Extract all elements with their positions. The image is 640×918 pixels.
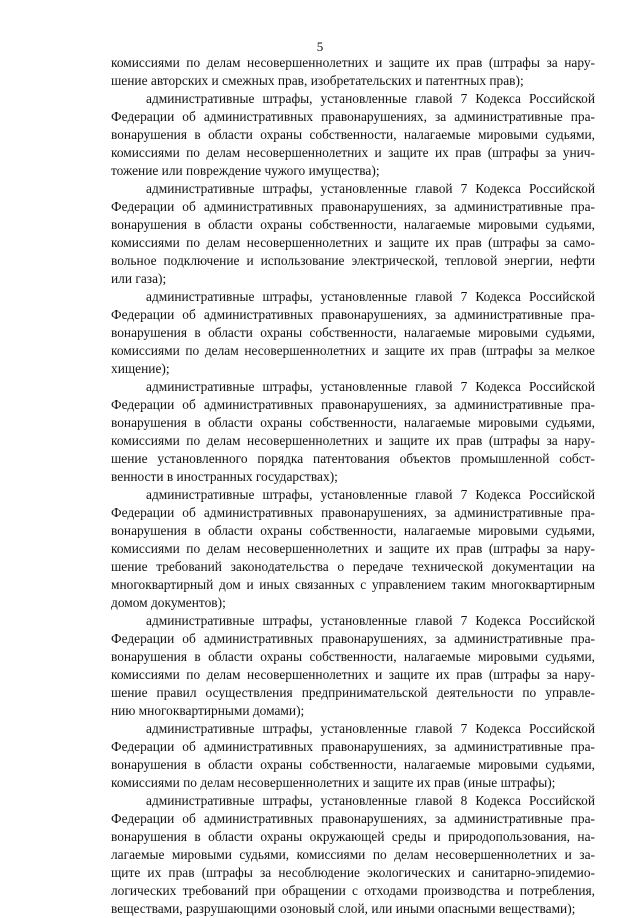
text-line: вонарушения в области охраны собственности, налагаемые мировыми судьями, (111, 325, 595, 340)
text-line: веществами, разрушающими озоновый слой, или иными опасными веществами); (111, 901, 576, 916)
text-line: Федерации об административных правонарушениях, за административные пра- (111, 811, 595, 826)
text-line: административные штрафы, установленные главой 7 Кодекса Российской (146, 379, 595, 394)
paragraph (111, 720, 595, 792)
text-line: Федерации об административных правонарушениях, за административные пра- (111, 307, 595, 322)
text-line: вонарушения в области охраны собственности, налагаемые мировыми судьями, (111, 217, 595, 232)
text-line: хищение); (111, 361, 170, 376)
text-line: вонарушения в области охраны собственности, налагаемые мировыми судьями, (111, 127, 595, 142)
paragraph (111, 288, 595, 378)
text-line: комиссиями по делам несовершеннолетних и защите их прав (штрафы за унич- (111, 145, 595, 160)
text-line: административные штрафы, установленные главой 7 Кодекса Российской (146, 487, 595, 502)
text-line: Федерации об административных правонарушениях, за административные пра- (111, 397, 595, 412)
text-line: административные штрафы, установленные главой 7 Кодекса Российской (146, 289, 595, 304)
text-line: домом документов); (111, 595, 226, 610)
text-line: вонарушения в области охраны окружающей среды и природопользования, на- (111, 829, 595, 844)
text-line: нию многоквартирными домами); (111, 703, 305, 718)
text-line: многоквартирный дом и иных связанных с управлением таким многоквартирным (111, 577, 595, 592)
text-line: щите их прав (штрафы за несоблюдение экологических и санитарно-эпидемио- (111, 865, 595, 880)
page-number: 5 (316, 39, 324, 54)
text-line: логических требований при обращении с отходами производства и потребления, (111, 883, 595, 898)
text-line: тожение или повреждение чужого имущества); (111, 163, 380, 178)
text-line: вонарушения в области охраны собственности, налагаемые мировыми судьями, (111, 415, 595, 430)
text-line: венности в иностранных государствах); (111, 469, 338, 484)
text-line: административные штрафы, установленные главой 8 Кодекса Российской (146, 793, 595, 808)
text-line: комиссиями по делам несовершеннолетних и защите их прав (штрафы за нару- (111, 433, 595, 448)
text-line: административные штрафы, установленные главой 7 Кодекса Российской (146, 721, 595, 736)
text-line: лагаемые мировыми судьями, комиссиями по делам несовершеннолетних и за- (111, 847, 595, 862)
document-body (111, 54, 595, 918)
text-line: комиссиями по делам несовершеннолетних и защите их прав (штрафы за мелкое (111, 343, 595, 358)
text-line: вонарушения в области охраны собственности, налагаемые мировыми судьями, (111, 649, 595, 664)
text-line: административные штрафы, установленные главой 7 Кодекса Российской (146, 613, 595, 628)
text-line: шение требований законодательства о передаче технической документации на (111, 559, 595, 574)
text-line: Федерации об административных правонарушениях, за административные пра- (111, 109, 595, 124)
paragraph (111, 54, 595, 90)
text-line: комиссиями по делам несовершеннолетних и защите их прав (штрафы за нару- (111, 541, 595, 556)
text-line: Федерации об административных правонарушениях, за административные пра- (111, 739, 595, 754)
text-line: шение установленного порядка патентования объектов промышленной собст- (111, 451, 595, 466)
text-line: вольное подключение и использование электрической, тепловой энергии, нефти (111, 253, 595, 268)
text-line: Федерации об административных правонарушениях, за административные пра- (111, 631, 595, 646)
text-line: шение авторских и смежных прав, изобретательских и патентных прав); (111, 73, 524, 88)
text-line: шение правил осуществления предпринимательской деятельности по управле- (111, 685, 595, 700)
paragraph (111, 486, 595, 612)
text-line: комиссиями по делам несовершеннолетних и защите их прав (штрафы за нару- (111, 55, 595, 70)
text-line: административные штрафы, установленные главой 7 Кодекса Российской (146, 181, 595, 196)
paragraph (111, 378, 595, 486)
text-line: вонарушения в области охраны собственности, налагаемые мировыми судьями, (111, 523, 595, 538)
text-line: или газа); (111, 271, 167, 286)
text-line: комиссиями по делам несовершеннолетних и защите их прав (иные штрафы); (111, 775, 556, 790)
paragraph (111, 792, 595, 918)
paragraph (111, 180, 595, 288)
text-line: административные штрафы, установленные главой 7 Кодекса Российской (146, 91, 595, 106)
text-line: Федерации об административных правонарушениях, за административные пра- (111, 199, 595, 214)
text-line: Федерации об административных правонарушениях, за административные пра- (111, 505, 595, 520)
paragraph (111, 90, 595, 180)
text-line: вонарушения в области охраны собственности, налагаемые мировыми судьями, (111, 757, 595, 772)
paragraph (111, 612, 595, 720)
text-line: комиссиями по делам несовершеннолетних и защите их прав (штрафы за нару- (111, 667, 595, 682)
text-line: комиссиями по делам несовершеннолетних и защите их прав (штрафы за само- (111, 235, 595, 250)
